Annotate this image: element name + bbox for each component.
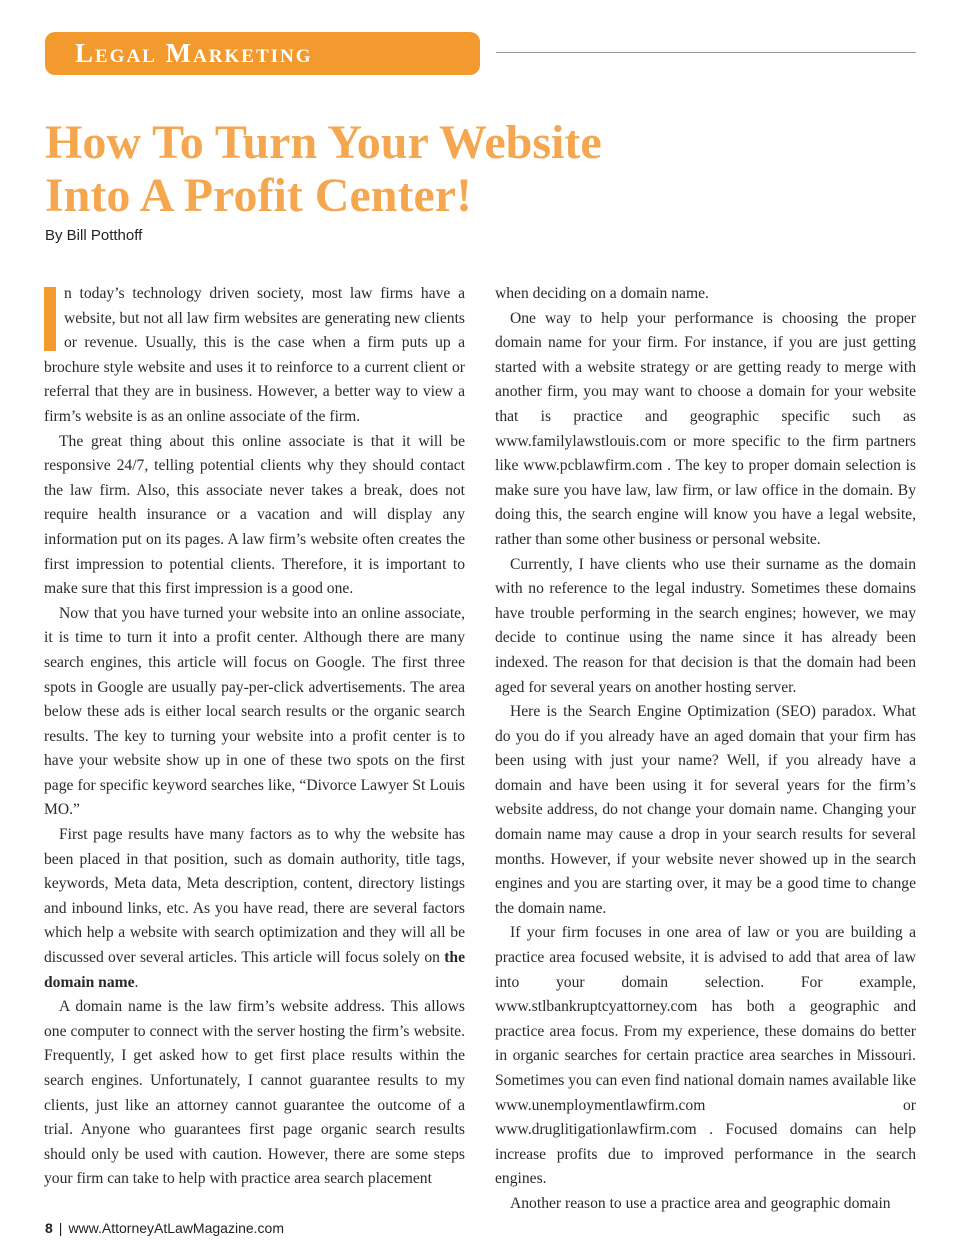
footer-site: www.AttorneyAtLawMagazine.com — [68, 1220, 284, 1236]
paragraph — [44, 823, 465, 995]
page-number: 8 — [45, 1220, 53, 1236]
title-line-1: How To Turn Your Website — [45, 116, 602, 169]
left-column — [44, 282, 465, 1192]
paragraph: Currently, I have clients who use their surname as the domain with no reference to the legal industry. Sometimes these domains have trouble performing in the search engines; however, we may decide to continue using the name since it has already been indexed. The reason for that decision is that the domain had been aged for several years on another hosting server. — [495, 555, 916, 696]
header-rule — [496, 52, 916, 53]
paragraph — [44, 282, 465, 430]
paragraph: The great thing about this online associate is that it will be responsive 24/7, telling potential clients why they should contact the law firm. Also, this associate never takes a break, does not require health insurance or a vacation and will display any information put on its pages. A law firm’s website often creates the first impression to potential clients. Therefore, it is important to make sure that this first impression is a good one. — [44, 432, 465, 598]
article-title — [45, 116, 602, 222]
byline: By Bill Potthoff — [45, 227, 143, 244]
footer-separator: | — [58, 1220, 63, 1236]
paragraph: Another reason to use a practice area and geographic domain — [510, 1194, 891, 1212]
emphasis-text: the domain name — [44, 949, 465, 991]
paragraph: A domain name is the law firm’s website address. This allows one computer to connect with the server hosting the firm’s website. Frequently, I get asked how to get first place results within the search engines. Unfortunately, I cannot guarantee results to my clients, just like an attorney cannot guarantee the outcome of a trial. Anyone who guarantees first page organic search results should only be used with caution. However, there are some steps your firm can take to help with practice area search placement — [44, 998, 465, 1188]
drop-cap-bar — [44, 287, 56, 351]
right-column — [495, 282, 916, 1217]
paragraph: Here is the Search Engine Optimization (SEO) paradox. What do you do if you already have an aged domain that your firm has been using with just your name? Well, if you already have a domain and have been using it for several years for the firm’s website address, do not change your domain name. Changing your domain name may cause a drop in your search results for several months. However, if your website never showed up in the search engines and you are starting over, it may be a good time to change the domain name. — [495, 703, 916, 917]
paragraph: One way to help your performance is choosing the proper domain name for your firm. For instance, if you are just getting started with a website strategy or are getting ready to merge with another firm, you may want to choose a domain for your website that is practice and geographic specific such as www.familylawstlouis.com or more specific to the firm partners like www.pcblawfirm.com . The key to proper domain selection is make sure you have law, law firm, or law office in the domain. By doing this, the search engine will know you have a legal website, rather than some other business or personal website. — [495, 309, 916, 548]
title-line-2: Into A Profit Center! — [45, 169, 473, 222]
paragraph-text: First page results have many factors as to why the website has been placed in that position, such as domain authority, title tags, keywords, Meta data, Meta description, content, directory listings and inbound links, etc. As you have read, there are several factors which help a website with search optimization and they will all be discussed over several articles. This article will focus solely on — [44, 826, 465, 967]
paragraph-text: n today’s technology driven society, most law firms have a website, but not all law firm websites are generating new clients or revenue. Usually, this is the case when a firm puts up a brochure style website and uses it to reinforce to a current client or referral that they are in business. However, a better way to view a firm’s website is as an online associate of the firm. — [44, 285, 465, 425]
paragraph: when deciding on a domain name. — [495, 285, 709, 302]
section-label: Legal Marketing — [75, 38, 313, 68]
page-footer — [45, 1220, 284, 1236]
section-banner — [45, 32, 480, 75]
paragraph: Now that you have turned your website into an online associate, it is time to turn it into a profit center. Although there are many search engines, this article will focus on Google. The first three spots in Google are usually pay-per-click advertisements. The area below these ads is either local search results or the organic search results. The key to turning your website into a profit center is to have your website show up in one of these two spots on the first page for specific keyword searches like, “Divorce Lawyer St Louis MO.” — [44, 604, 465, 819]
paragraph: If your firm focuses in one area of law or you are building a practice area focused website, it is advised to add that area of law into your domain selection. For example, www.stlbankruptcyattorney.com has both a geographic and practice area focus. From my experience, these domains do better in organic searches for certain practice area searches in Missouri. Sometimes you can even find national domain names available like www.unemploymentlawfirm.com or www.druglitigationlawfirm.com . Focused domains can help increase profits due to improved performance in the search engines. — [495, 924, 916, 1188]
paragraph-end: . — [134, 973, 139, 991]
